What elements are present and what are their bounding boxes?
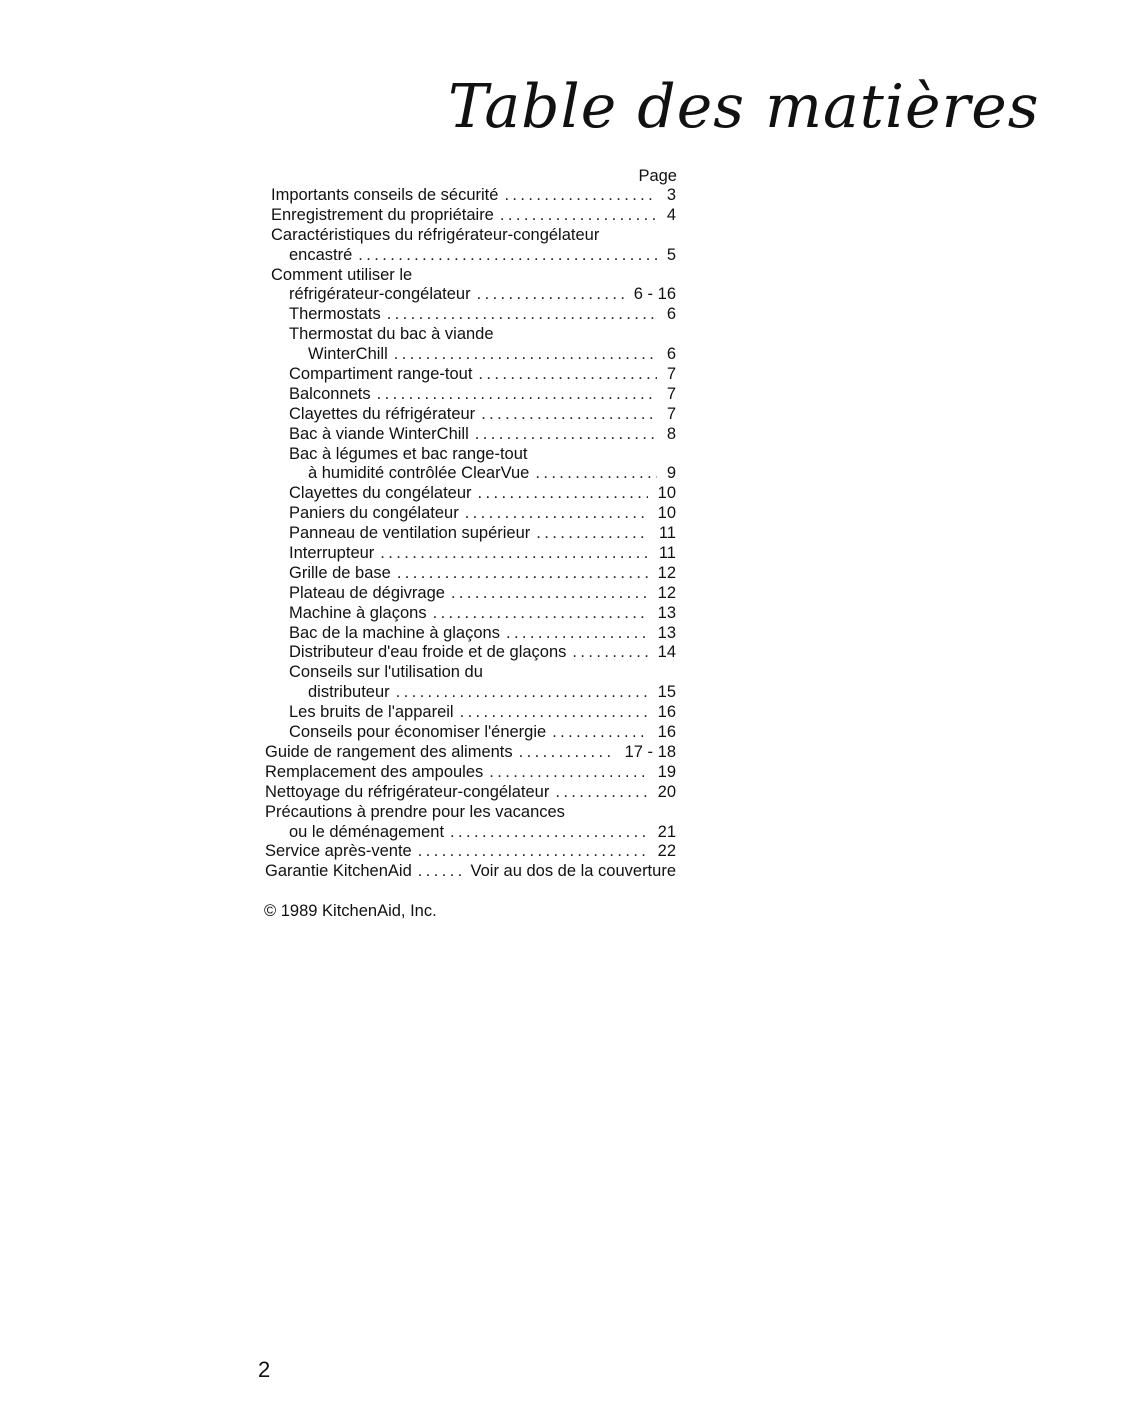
toc-entry-page: 5	[666, 245, 676, 264]
toc-entry-page: 21	[657, 822, 676, 841]
dot-leader	[500, 205, 657, 225]
toc-entry	[264, 702, 680, 722]
toc-entry	[264, 245, 680, 265]
dot-leader	[396, 682, 648, 702]
toc-entry	[264, 284, 680, 304]
toc-entry-title: Panneau de ventilation supérieur	[289, 524, 531, 543]
dot-leader	[519, 742, 615, 762]
toc-entry-page: 7	[666, 404, 676, 423]
page-number: 2	[258, 1357, 271, 1382]
dot-leader	[450, 822, 648, 842]
toc-entry	[264, 742, 680, 762]
toc-entry-page: 7	[666, 365, 676, 384]
dot-leader	[387, 304, 657, 324]
dot-leader	[478, 364, 656, 384]
toc-entry-page: 12	[657, 563, 676, 582]
toc-entry	[264, 722, 680, 742]
toc-entry	[264, 642, 680, 662]
toc-entry-title: Caractéristiques du réfrigérateur-congélateur	[271, 225, 600, 244]
toc-entry-title: Importants conseils de sécurité	[271, 186, 499, 204]
dot-leader	[358, 245, 657, 265]
dot-leader	[552, 722, 647, 742]
toc-entry	[264, 364, 680, 384]
toc-entry-title: à humidité contrôlée ClearVue	[308, 464, 530, 483]
toc-entry-page: 6	[666, 345, 676, 364]
toc-entry-title: Thermostat du bac à viande	[289, 325, 494, 344]
toc-entry-title: ou le déménagement	[289, 822, 445, 841]
toc-entry-title: Conseils pour économiser l'énergie	[289, 723, 547, 742]
toc-entry	[264, 682, 680, 702]
toc-entry	[264, 185, 680, 205]
toc-entry-page: 8	[666, 424, 676, 443]
toc-entry-title: Grille de base	[289, 563, 391, 582]
toc-entry	[264, 822, 680, 842]
dot-leader	[535, 463, 656, 483]
toc-entry-title: Thermostats	[289, 305, 381, 324]
toc-entry	[264, 444, 680, 464]
toc-entry-title: Interrupteur	[289, 544, 375, 563]
dot-leader	[477, 284, 624, 304]
dot-leader	[394, 344, 657, 364]
toc-entry-title: Conseils sur l'utilisation du	[289, 663, 483, 682]
toc-entry	[264, 205, 680, 225]
toc-entry	[264, 603, 680, 623]
toc-entry-page: 6	[666, 305, 676, 324]
toc-entry-title: Enregistrement du propriétaire	[271, 205, 494, 224]
toc-entry	[264, 662, 680, 682]
dot-leader	[377, 384, 657, 404]
toc-entry	[264, 483, 680, 503]
toc-entry-title: Bac à légumes et bac range-tout	[289, 444, 528, 463]
toc-entry-page: 14	[657, 643, 676, 662]
dot-leader	[504, 185, 656, 205]
toc-entry-page: 10	[657, 484, 676, 503]
dot-leader	[481, 404, 657, 424]
toc-entry	[264, 563, 680, 583]
toc-entry-page: 9	[666, 464, 676, 483]
toc-entry-title: Machine à glaçons	[289, 603, 427, 622]
toc-entry-page: 22	[657, 842, 676, 861]
toc-entry-title: Balconnets	[289, 384, 371, 403]
dot-leader	[506, 623, 648, 643]
toc-entry-page: 17 - 18	[624, 742, 676, 761]
toc-entry-title: encastré	[289, 245, 353, 264]
toc-entry	[264, 861, 680, 881]
toc-entry-page: 3	[666, 186, 676, 204]
dot-leader	[465, 503, 648, 523]
toc-entry-page: 19	[657, 762, 676, 781]
toc-entry	[264, 384, 680, 404]
toc-entry-title: Garantie KitchenAid	[265, 862, 412, 881]
toc-entry	[264, 841, 680, 861]
toc-entry-title: Bac à viande WinterChill	[289, 424, 469, 443]
toc-entry-page: 16	[657, 723, 676, 742]
toc-entry	[264, 503, 680, 523]
toc-entry	[264, 304, 680, 324]
toc-entry-title: Les bruits de l'appareil	[289, 703, 454, 722]
dot-leader	[572, 642, 647, 662]
toc-entry	[264, 463, 680, 483]
toc-entry	[264, 265, 680, 285]
toc-entry-title: Clayettes du congélateur	[289, 484, 472, 503]
dot-leader	[555, 782, 647, 802]
toc-entry-title: Paniers du congélateur	[289, 504, 459, 523]
toc-entry-page: 6 - 16	[633, 285, 676, 304]
toc-entry-page: 4	[666, 205, 676, 224]
dot-leader	[489, 762, 647, 782]
toc-entry-title: Nettoyage du réfrigérateur-congélateur	[265, 782, 550, 801]
toc-entry	[264, 583, 680, 603]
dot-leader	[478, 483, 648, 503]
page-column-header: Page	[638, 167, 677, 185]
toc-entry-title: WinterChill	[308, 345, 388, 364]
dot-leader	[460, 702, 648, 722]
toc-entry-title: réfrigérateur-congélateur	[289, 285, 471, 304]
toc-entry-title: Remplacement des ampoules	[265, 762, 484, 781]
dot-leader	[380, 543, 649, 563]
toc-entry-page: 13	[657, 603, 676, 622]
toc-entry-page: 11	[658, 524, 676, 543]
dot-leader	[475, 424, 657, 444]
copyright-notice: © 1989 KitchenAid, Inc.	[264, 902, 437, 920]
toc-entry-page: 12	[657, 583, 676, 602]
toc-entry	[264, 404, 680, 424]
toc-entry-title: Distributeur d'eau froide et de glaçons	[289, 643, 567, 662]
dot-leader	[397, 563, 648, 583]
dot-leader	[451, 583, 648, 603]
toc-entry-page: 13	[657, 623, 676, 642]
toc-entry-title: Comment utiliser le	[271, 265, 413, 284]
toc-entry-title: Guide de rangement des aliments	[265, 742, 513, 761]
toc-entry	[264, 623, 680, 643]
dot-leader	[418, 861, 461, 881]
toc-entry-title: Clayettes du réfrigérateur	[289, 404, 476, 423]
toc-entry-page: 10	[657, 504, 676, 523]
toc-entry-title: Bac de la machine à glaçons	[289, 623, 500, 642]
toc-entry-page: 15	[657, 683, 676, 702]
toc-entry-page: 20	[657, 782, 676, 801]
toc-entry	[264, 543, 680, 563]
toc-entry	[264, 424, 680, 444]
dot-leader	[418, 841, 648, 861]
toc-entry-title: Compartiment range-tout	[289, 365, 473, 384]
dot-leader	[536, 523, 649, 543]
toc-entry-title: Plateau de dégivrage	[289, 583, 445, 602]
toc-entry-page: 7	[666, 384, 676, 403]
dot-leader	[433, 603, 648, 623]
toc-entry	[264, 802, 680, 822]
toc-entry-page: 16	[657, 703, 676, 722]
toc-entry	[264, 324, 680, 344]
toc-entry-title: Service après-vente	[265, 842, 412, 861]
toc-entry	[264, 782, 680, 802]
toc-entry-page: 11	[658, 544, 676, 563]
page-title: Table des matières	[448, 72, 1040, 142]
toc-entry	[264, 344, 680, 364]
toc-entry-title: Précautions à prendre pour les vacances	[265, 802, 565, 821]
toc-entries	[264, 185, 680, 881]
toc-entry	[264, 762, 680, 782]
toc-entry	[264, 523, 680, 543]
toc-entry	[264, 225, 680, 245]
toc-entry-title: distributeur	[308, 683, 390, 702]
toc-entry-page: Voir au dos de la couverture	[470, 862, 676, 881]
